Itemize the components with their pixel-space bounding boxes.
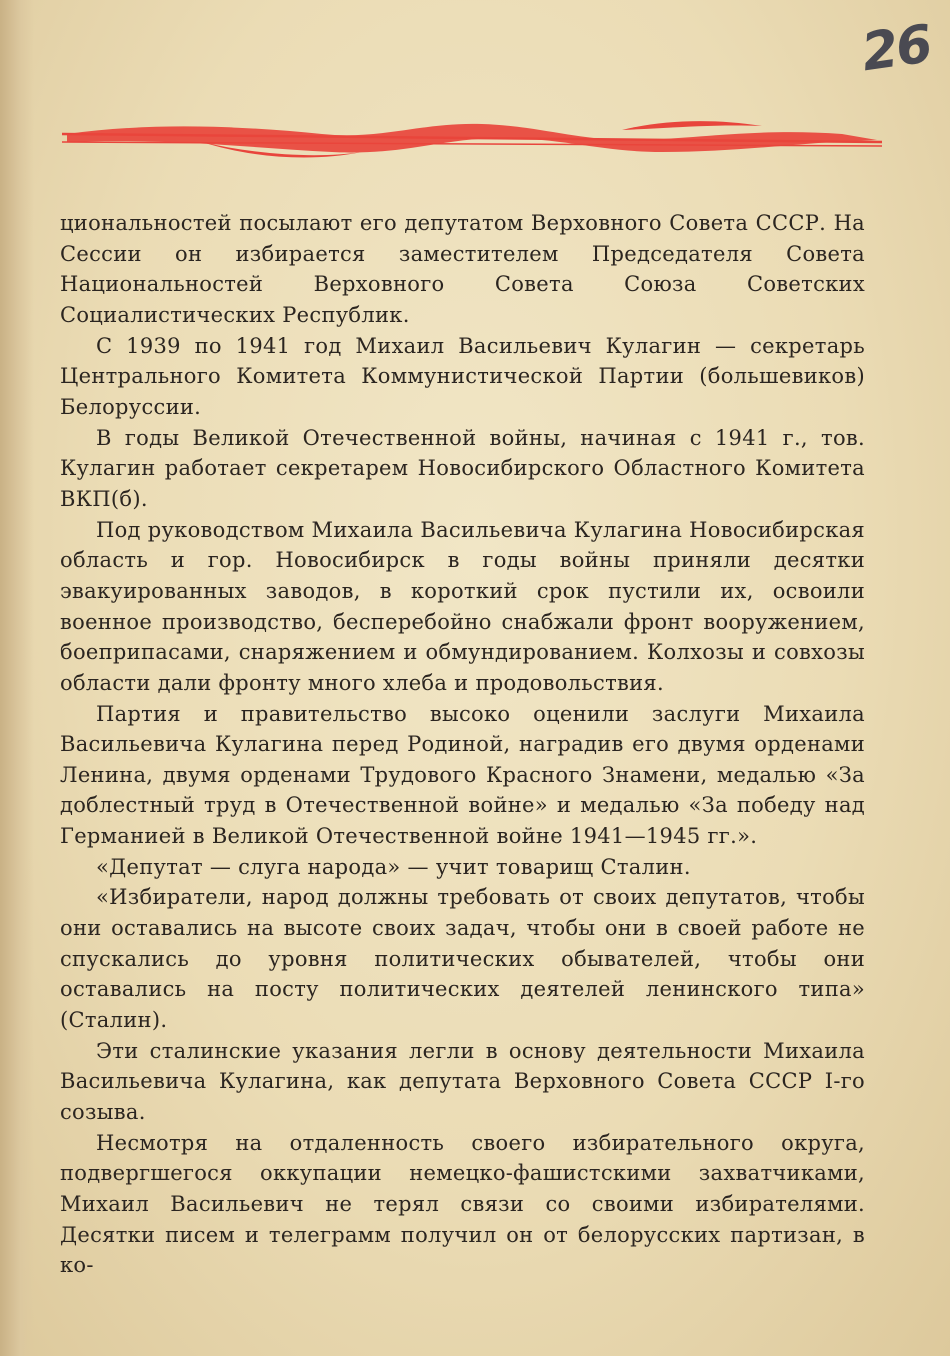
red-ribbon-divider-icon	[62, 112, 882, 172]
page-edge-shadow	[0, 0, 34, 1356]
paragraph-quote-intro: «Депутат — слуга народа» — учит товарищ Сталин.	[96, 854, 691, 879]
paragraph-continues: Несмотря на отдаленность своего избирательного округа, подвергшегося оккупации немецко-фашистскими захватчиками, Михаил Васильевич не терял связи со своими избирателями. Десятки писем и телеграмм получил он от белорусских партизан, в ко-	[60, 1130, 865, 1278]
paragraph: Партия и правительство высоко оценили заслуги Михаила Васильевича Кулагина перед Родиной, наградив его двумя орденами Ленина, двумя орденами Трудового Красного Знамени, медалью «За доблестный труд в Отечественной войне» и медалью «За победу над Германией в Великой Отечественной войне 1941—1945 гг.».	[60, 701, 865, 849]
paragraph: Эти сталинские указания легли в основу деятельности Михаила Васильевича Кулагина, как депутата Верховного Совета СССР I-го созыва.	[60, 1038, 865, 1125]
paragraph-continuation: циональностей посылают его депутатом Верховного Совета СССР. На Сессии он избирается заместителем Председателя Совета Национальностей Верховного Совета Союза Советских Социалистических Республик.	[60, 211, 865, 327]
paragraph: С 1939 по 1941 год Михаил Васильевич Кулагин — секретарь Центрального Комитета Коммунистической Партии (большевиков) Белоруссии.	[60, 333, 865, 419]
paragraph-quote: «Избиратели, народ должны требовать от своих депутатов, чтобы они оставались на высоте своих задач, чтобы они в своей работе не спускались до уровня политических обывателей, чтобы они оставались на посту политических деятелей ленинского типа» (Сталин).	[60, 885, 865, 1033]
paragraph: В годы Великой Отечественной войны, начиная с 1941 г., тов. Кулагин работает секретарем Новосибирского Областного Комитета ВКП(б).	[60, 425, 865, 511]
archive-page-number: 26	[858, 14, 935, 84]
paragraph: Под руководством Михаила Васильевича Кулагина Новосибирская область и гор. Новосибирск в годы войны приняли десятки эвакуированных заводов, в короткий срок пустили их, освоили военное производство, бесперебойно снабжали фронт вооружением, боеприпасами, снаряжением и обмундированием. Колхозы и совхозы области дали фронту много хлеба и продовольствия.	[60, 517, 865, 695]
document-body	[60, 208, 865, 1281]
